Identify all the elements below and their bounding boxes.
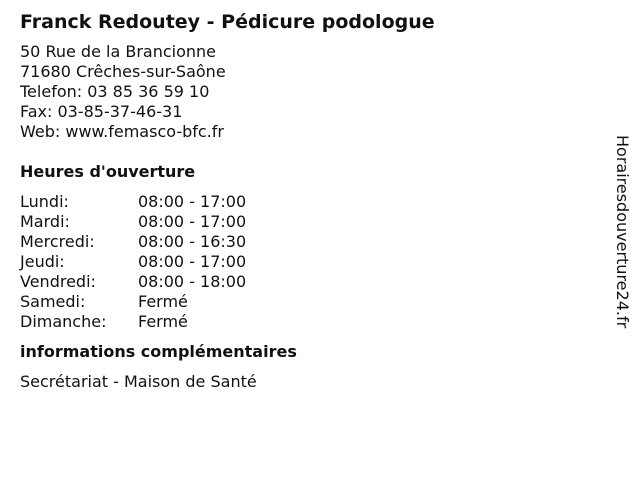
time-value: 08:00 - 16:30 <box>138 232 247 251</box>
hours-row-saturday <box>20 292 610 312</box>
address-line-1: 50 Rue de la Brancionne <box>20 42 216 61</box>
hours-row-sunday <box>20 312 610 332</box>
contact-details <box>20 42 610 142</box>
additional-info-text: Secrétariat - Maison de Santé <box>20 372 257 391</box>
telephone-line: Telefon: 03 85 36 59 10 <box>20 82 210 101</box>
fax-line: Fax: 03-85-37-46-31 <box>20 102 183 121</box>
day-label: Dimanche: <box>20 312 107 331</box>
day-label: Samedi: <box>20 292 86 311</box>
day-label: Jeudi: <box>20 252 65 271</box>
additional-info-heading: informations complémentaires <box>20 342 297 361</box>
time-value: Fermé <box>138 312 188 331</box>
time-value: 08:00 - 17:00 <box>138 192 247 211</box>
day-label: Vendredi: <box>20 272 96 291</box>
time-value: 08:00 - 17:00 <box>138 212 247 231</box>
day-label: Mercredi: <box>20 232 95 251</box>
side-watermark-label: Horairesdouverture24.fr <box>613 135 632 329</box>
time-value: 08:00 - 18:00 <box>138 272 247 291</box>
hours-row-friday <box>20 272 610 292</box>
time-value: Fermé <box>138 292 188 311</box>
website-line: Web: www.femasco-bfc.fr <box>20 122 224 141</box>
hours-row-monday <box>20 192 610 212</box>
day-label: Mardi: <box>20 212 70 231</box>
address-line-2: 71680 Crêches-sur-Saône <box>20 62 226 81</box>
day-label: Lundi: <box>20 192 69 211</box>
hours-row-wednesday <box>20 232 610 252</box>
time-value: 08:00 - 17:00 <box>138 252 247 271</box>
page-title: Franck Redoutey - Pédicure podologue <box>20 11 435 33</box>
business-info-card <box>20 10 610 392</box>
hours-row-tuesday <box>20 212 610 232</box>
opening-hours-heading: Heures d'ouverture <box>20 162 196 181</box>
hours-row-thursday <box>20 252 610 272</box>
opening-hours-list <box>20 192 610 332</box>
